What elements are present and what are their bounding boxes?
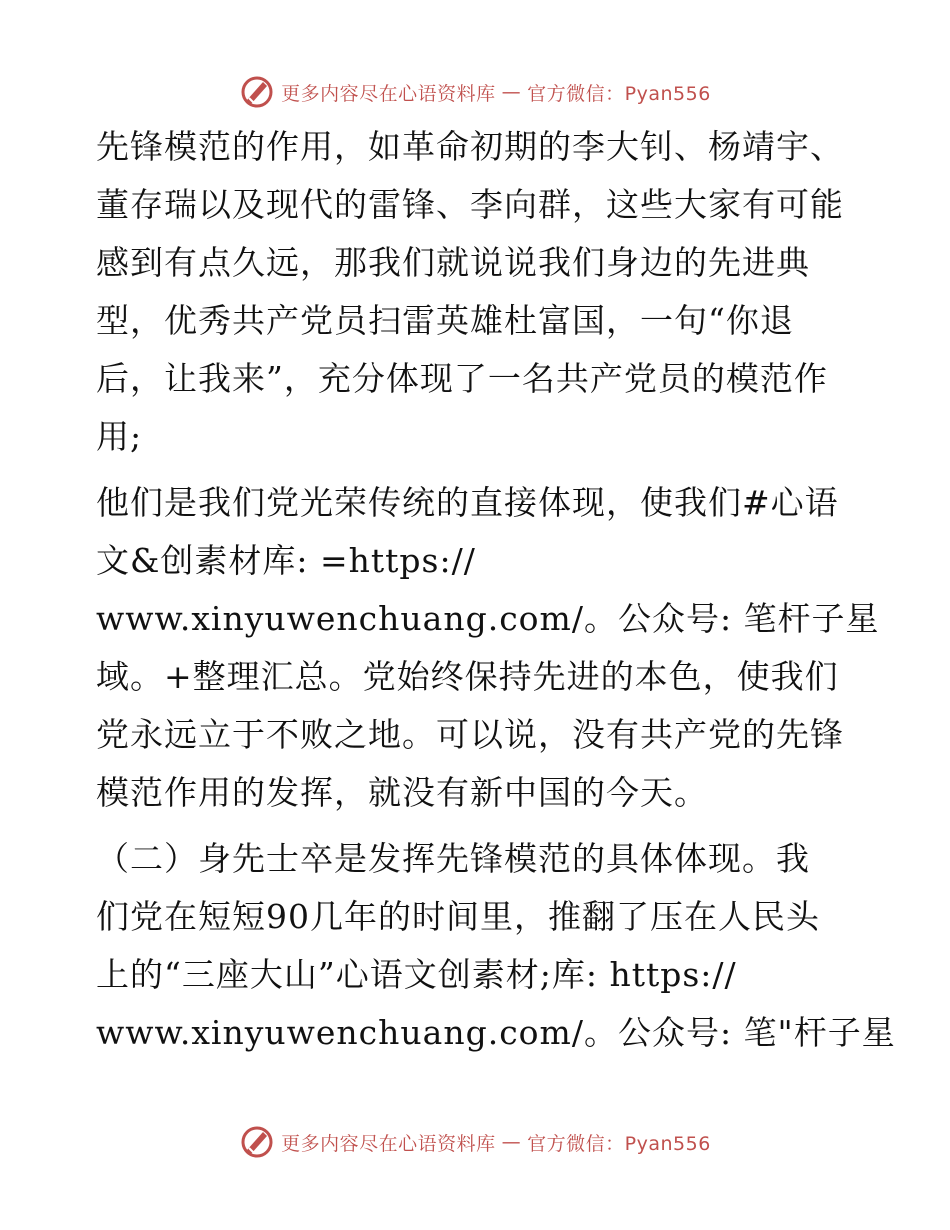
text-line: 党永远立于不败之地。可以说，没有共产党的先锋 bbox=[96, 715, 844, 754]
text-line: www.xinyuwenchuang.com/。公众号: 笔"杆子星 bbox=[96, 1013, 896, 1052]
text-line: 域。+整理汇总。党始终保持先进的本色，使我们 bbox=[96, 657, 839, 696]
text-line: 感到有点久远，那我们就说说我们身边的先进典 bbox=[96, 243, 810, 282]
text-line: 模范作用的发挥，就没有新中国的今天。 bbox=[96, 773, 708, 812]
paragraph-2 bbox=[96, 474, 880, 822]
text-line: 文&创素材库: =https:// bbox=[96, 541, 476, 580]
text-line: 型，优秀共产党员扫雷英雄杜富国，一句“你退 bbox=[96, 301, 794, 340]
paragraph-3 bbox=[96, 830, 896, 1062]
text-line: 董存瑞以及现代的雷锋、李向群，这些大家有可能 bbox=[96, 185, 844, 224]
pen-logo-icon bbox=[239, 74, 275, 110]
footer-banner bbox=[0, 1120, 950, 1164]
text-line: 们党在短短90几年的时间里，推翻了压在人民头 bbox=[96, 897, 820, 936]
footer-wechat-text: 官方微信：Pyan556 bbox=[527, 1132, 711, 1155]
text-line: 后，让我来”，充分体现了一名共产党员的模范作 bbox=[96, 359, 828, 398]
header-dash: — bbox=[501, 81, 522, 103]
text-line: 先锋模范的作用，如革命初期的李大钊、杨靖宇、 bbox=[96, 127, 844, 166]
text-line: www.xinyuwenchuang.com/。公众号: 笔杆子星 bbox=[96, 599, 880, 638]
text-line: 他们是我们党光荣传统的直接体现，使我们#心语 bbox=[96, 483, 839, 522]
footer-dash: — bbox=[501, 1131, 522, 1153]
header-wechat-text: 官方微信：Pyan556 bbox=[527, 82, 711, 105]
text-line: 用; bbox=[96, 417, 143, 456]
paragraph-1 bbox=[96, 118, 856, 466]
footer-site-text: 更多内容尽在心语资料库 bbox=[281, 1132, 496, 1155]
pen-logo-icon bbox=[239, 1124, 275, 1160]
text-line: 上的“三座大山”心语文创素材;库: https:// bbox=[96, 955, 737, 994]
text-line: （二）身先士卒是发挥先锋模范的具体体现。我 bbox=[96, 839, 810, 878]
header-banner bbox=[0, 70, 950, 114]
document-body bbox=[96, 118, 896, 1062]
header-site-text: 更多内容尽在心语资料库 bbox=[281, 82, 496, 105]
